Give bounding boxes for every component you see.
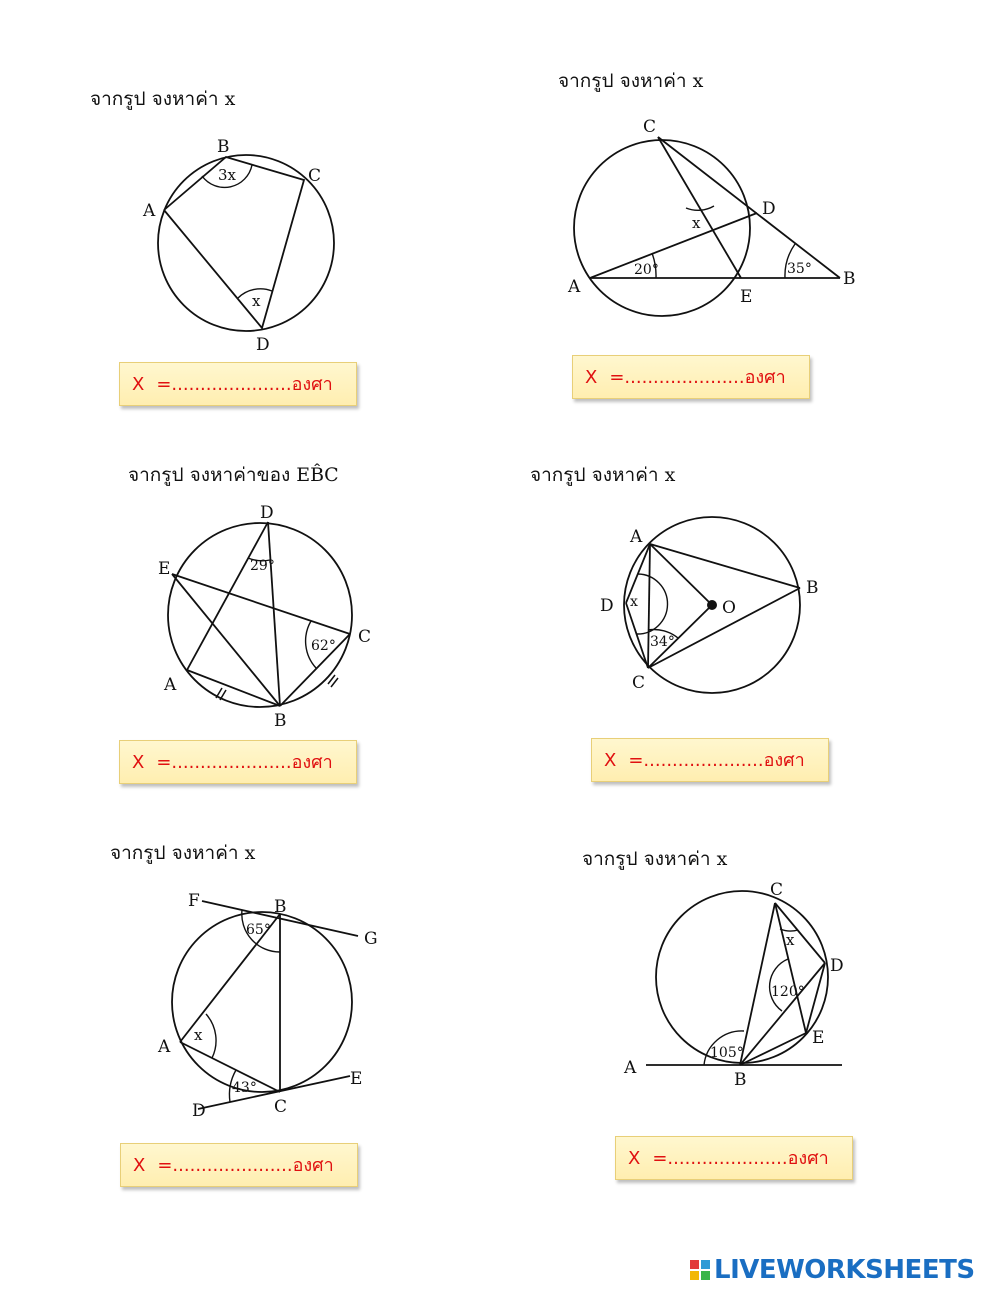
label-e: E (350, 1069, 363, 1089)
label-c: C (643, 117, 657, 137)
problem-2-answer-box[interactable] (572, 355, 810, 399)
circle (168, 523, 352, 707)
label-c: C (308, 166, 322, 186)
label-a: A (143, 201, 156, 221)
label-a: A (158, 1037, 171, 1057)
answer-blank: =.....................องศา (652, 1148, 829, 1169)
angle-label-b: 105° (710, 1045, 744, 1061)
problem-1-answer-box[interactable] (119, 362, 357, 406)
angle-label-b: 35° (787, 261, 812, 277)
problem-3-prompt: จากรูป จงหาค่าของ EB̂C (128, 464, 339, 486)
angle-label-d: 29° (250, 558, 275, 574)
label-c: C (770, 880, 784, 900)
problem-6-prompt: จากรูป จงหาค่า x (582, 848, 728, 870)
segment-db (268, 522, 280, 706)
label-d: D (600, 596, 614, 616)
angle-label-center: 120° (771, 984, 805, 1000)
problem-1-figure (130, 130, 360, 360)
problem-6-answer-box[interactable] (615, 1136, 853, 1180)
label-d: D (762, 199, 776, 219)
logo-square (690, 1271, 699, 1280)
problem-5-figure (150, 880, 390, 1130)
problem-4-prompt: จากรูป จงหาค่า x (530, 464, 676, 486)
answer-blank: =.....................องศา (156, 752, 333, 773)
label-a: A (568, 277, 581, 297)
logo-square (690, 1260, 699, 1269)
logo-text: LIVEWORKSHEETS (714, 1255, 975, 1285)
problem-3-answer-box[interactable] (119, 740, 357, 784)
problem-2-prompt: จากรูป จงหาค่า x (558, 70, 704, 92)
angle-label-c: 43° (232, 1080, 257, 1096)
label-b: B (274, 897, 287, 917)
angle-label-x: x (692, 214, 701, 232)
angle-label-c: x (786, 931, 795, 949)
angle-label-c: 62° (311, 638, 336, 654)
label-b: B (734, 1070, 747, 1090)
problem-5-prompt: จากรูป จงหาค่า x (110, 842, 256, 864)
answer-variable: X (585, 367, 598, 388)
circle (656, 891, 828, 1063)
logo-square (701, 1260, 710, 1269)
label-f: F (188, 891, 200, 911)
label-o: O (722, 598, 736, 618)
segment-ce (658, 137, 741, 278)
angle-label-a: x (194, 1026, 203, 1044)
angle-label-a: 20° (634, 262, 659, 278)
answer-variable: X (628, 1148, 641, 1169)
circle (574, 140, 753, 316)
problem-2-figure (560, 110, 870, 330)
segment-cb (658, 137, 840, 278)
label-b: B (217, 137, 230, 157)
label-a: A (624, 1058, 637, 1078)
problem-6-figure (620, 875, 870, 1095)
angle-label-b: 65° (246, 922, 271, 938)
logo-square (701, 1271, 710, 1280)
label-b: B (843, 269, 856, 289)
problem-4-answer-box[interactable] (591, 738, 829, 782)
answer-variable: X (604, 750, 617, 771)
logo-mark-icon (690, 1260, 710, 1280)
problem-3-figure (150, 500, 390, 730)
label-d: D (260, 503, 274, 523)
label-d: D (192, 1101, 206, 1121)
problem-4-figure (590, 510, 830, 700)
angle-label-b: 3x (218, 166, 237, 184)
angle-label-c: 34° (650, 634, 675, 650)
label-d: D (256, 335, 270, 355)
label-b: B (806, 578, 819, 598)
circle (172, 912, 352, 1092)
segment-eb (172, 574, 280, 706)
label-c: C (632, 673, 646, 693)
answer-blank: =.....................องศา (157, 1155, 334, 1176)
segment-eb (740, 1033, 806, 1065)
answer-variable: X (132, 752, 145, 773)
label-e: E (812, 1028, 825, 1048)
segment-db (740, 963, 825, 1065)
segment-da (187, 522, 268, 670)
label-a: A (630, 527, 643, 547)
label-a: A (164, 675, 177, 695)
label-e: E (158, 559, 171, 579)
answer-variable: X (132, 374, 145, 395)
answer-variable: X (133, 1155, 146, 1176)
label-c: C (274, 1097, 288, 1117)
label-d: D (830, 956, 844, 976)
answer-blank: =.....................องศา (156, 374, 333, 395)
answer-blank: =.....................องศา (609, 367, 786, 388)
center-point-o (707, 600, 717, 610)
angle-label-d: x (252, 292, 261, 310)
label-b: B (274, 711, 287, 731)
answer-blank: =.....................องศา (628, 750, 805, 771)
problem-5-answer-box[interactable] (120, 1143, 358, 1187)
label-g: G (364, 929, 378, 949)
liveworksheets-logo[interactable] (690, 1256, 975, 1284)
segment-ad (590, 213, 757, 278)
angle-label-d: x (630, 594, 638, 610)
arc-angle-a (206, 1014, 216, 1058)
arc-angle-d (637, 574, 668, 634)
label-c: C (358, 627, 372, 647)
segment-ec (172, 574, 350, 634)
problem-1-prompt: จากรูป จงหาค่า x (90, 88, 236, 110)
label-e: E (740, 287, 753, 307)
